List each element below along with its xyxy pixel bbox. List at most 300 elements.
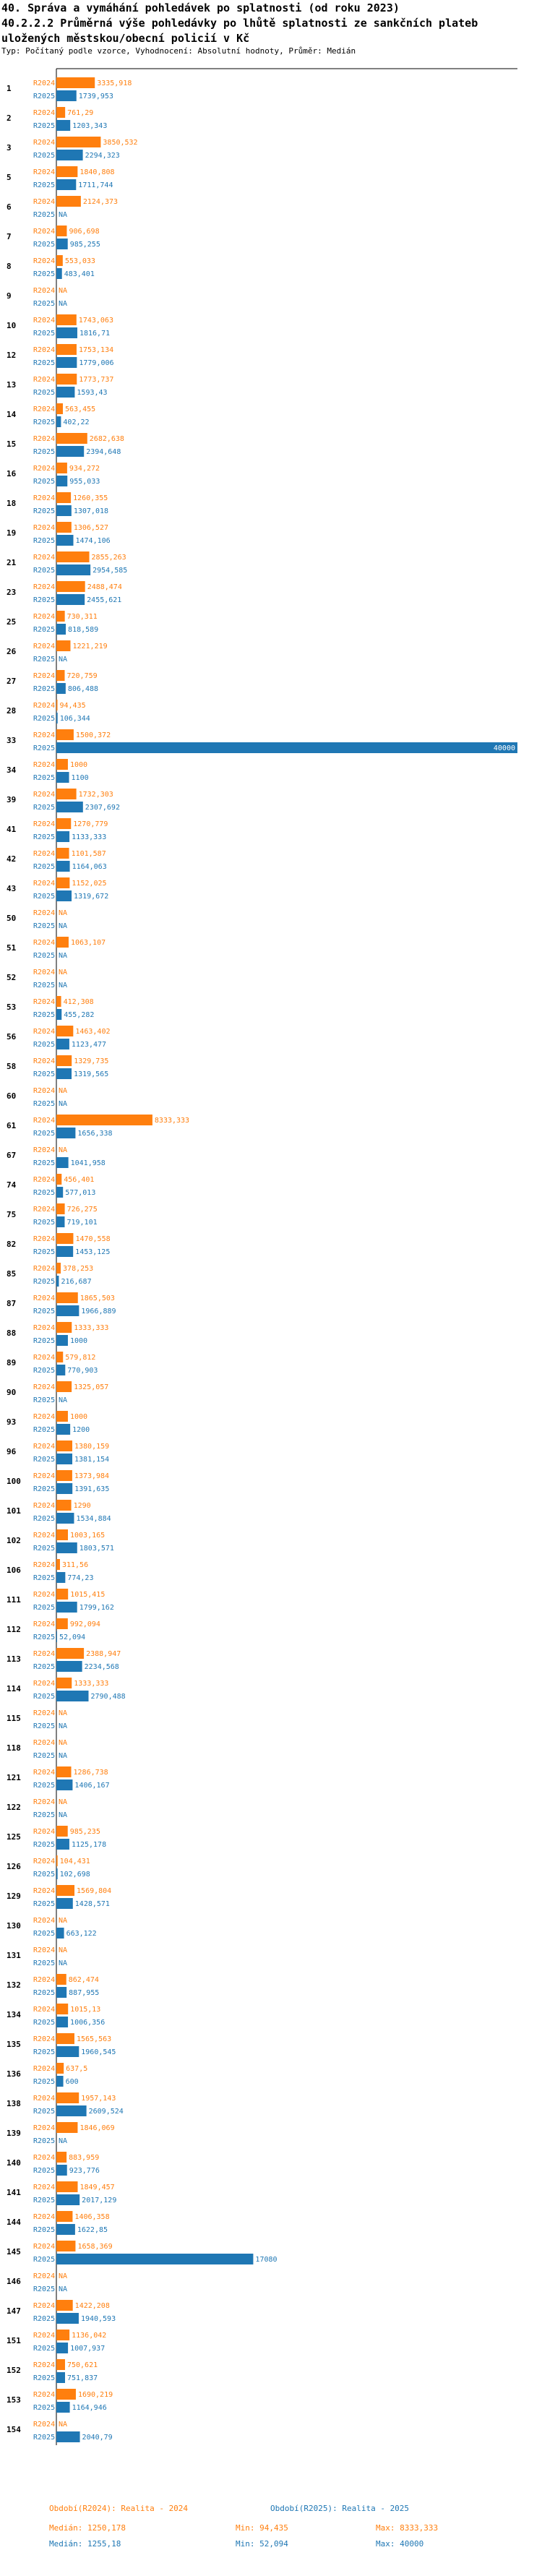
- bar-r2025-43: [56, 890, 72, 901]
- category-label-139: 139: [7, 2129, 21, 2138]
- series-label-r2024-34: R2024: [33, 761, 56, 769]
- value-label-r2025-21: 2954,585: [93, 567, 128, 575]
- category-label-115: 115: [7, 1714, 21, 1723]
- series-label-r2025-100: R2025: [33, 1485, 56, 1493]
- series-label-r2025-135: R2025: [33, 2048, 56, 2056]
- na-label-r2025-9: NA: [59, 300, 68, 308]
- value-label-r2024-132: 862,474: [68, 1976, 99, 1984]
- bar-r2025-135: [56, 2046, 79, 2057]
- value-label-r2025-153: 1164,946: [72, 2404, 107, 2412]
- category-label-153: 153: [7, 2395, 21, 2405]
- value-label-r2025-13: 1593,43: [77, 389, 108, 397]
- bar-r2024-87: [56, 1292, 78, 1303]
- na-label-r2024-131: NA: [59, 1946, 68, 1954]
- category-label-26: 26: [7, 647, 17, 656]
- value-label-r2025-93: 1200: [72, 1426, 90, 1434]
- bar-r2024-125: [56, 1826, 68, 1837]
- series-label-r2024-27: R2024: [33, 672, 56, 680]
- na-label-r2025-6: NA: [59, 211, 68, 219]
- bar-r2024-151: [56, 2330, 69, 2340]
- value-label-r2024-15: 2682,638: [89, 435, 124, 443]
- series-label-r2025-88: R2025: [33, 1337, 56, 1345]
- bar-r2025-13: [56, 387, 74, 398]
- series-label-r2025-118: R2025: [33, 1752, 56, 1760]
- bar-r2024-96: [56, 1441, 72, 1451]
- series-label-r2025-138: R2025: [33, 2108, 56, 2116]
- category-label-112: 112: [7, 1625, 21, 1634]
- series-label-r2024-75: R2024: [33, 1206, 56, 1214]
- series-label-r2024-132: R2024: [33, 1976, 56, 1984]
- bar-r2024-34: [56, 759, 68, 770]
- value-label-r2024-138: 1957,143: [81, 2095, 116, 2103]
- value-label-r2024-135: 1565,563: [76, 2035, 112, 2043]
- series-label-r2024-33: R2024: [33, 731, 56, 739]
- na-label-r2025-131: NA: [59, 1959, 68, 1967]
- category-label-122: 122: [7, 1803, 21, 1812]
- bar-r2024-7: [56, 226, 66, 236]
- bar-r2025-25: [56, 624, 66, 635]
- series-label-r2024-43: R2024: [33, 880, 56, 888]
- category-label-152: 152: [7, 2366, 21, 2375]
- value-label-r2025-27: 806,488: [67, 685, 99, 693]
- series-label-r2024-146: R2024: [33, 2272, 56, 2280]
- series-label-r2025-93: R2025: [33, 1426, 56, 1434]
- value-label-r2024-19: 1306,527: [73, 524, 109, 532]
- bar-r2024-111: [56, 1589, 68, 1600]
- series-label-r2025-50: R2025: [33, 922, 56, 930]
- bar-r2025-141: [56, 2194, 79, 2205]
- value-label-r2025-56: 1123,477: [71, 1041, 107, 1049]
- series-label-r2025-51: R2025: [33, 952, 56, 960]
- value-label-r2025-141: 2017,129: [82, 2197, 117, 2204]
- value-label-r2025-5: 1711,744: [78, 181, 113, 189]
- bar-r2024-112: [56, 1618, 68, 1629]
- series-label-r2024-82: R2024: [33, 1235, 56, 1243]
- bar-r2025-21: [56, 564, 90, 575]
- legend-r2024-label: Období(R2024): Realita - 2024: [49, 2504, 189, 2513]
- value-label-r2024-25: 730,311: [66, 613, 98, 621]
- bar-r2024-6: [56, 196, 81, 207]
- na-label-r2025-52: NA: [59, 982, 68, 989]
- series-label-r2024-50: R2024: [33, 909, 56, 917]
- series-label-r2025-136: R2025: [33, 2078, 56, 2086]
- bar-r2024-21: [56, 551, 90, 562]
- na-label-r2025-139: NA: [59, 2137, 68, 2145]
- bar-r2024-15: [56, 433, 87, 444]
- bar-r2025-134: [56, 2017, 68, 2027]
- value-label-r2024-8: 553,033: [64, 257, 95, 265]
- series-label-r2024-25: R2024: [33, 613, 56, 621]
- legend-r2024-median: Medián: 1250,178: [49, 2523, 126, 2533]
- bar-r2025-111: [56, 1602, 77, 1613]
- value-label-r2025-18: 1307,018: [73, 507, 109, 515]
- series-label-r2025-53: R2025: [33, 1011, 56, 1019]
- series-label-r2024-13: R2024: [33, 376, 56, 384]
- series-label-r2024-102: R2024: [33, 1532, 56, 1540]
- value-label-r2025-112: 52,094: [59, 1633, 86, 1641]
- value-label-r2025-87: 1966,889: [81, 1308, 116, 1315]
- series-label-r2025-28: R2025: [33, 715, 56, 723]
- value-label-r2025-15: 2394,648: [86, 448, 121, 456]
- series-label-r2025-85: R2025: [33, 1278, 56, 1286]
- value-label-r2024-27: 720,759: [66, 672, 98, 680]
- value-label-r2025-74: 577,013: [65, 1189, 96, 1197]
- na-label-r2025-122: NA: [59, 1811, 68, 1819]
- bar-r2025-3: [56, 150, 83, 160]
- series-label-r2025-131: R2025: [33, 1959, 56, 1967]
- series-label-r2024-42: R2024: [33, 850, 56, 858]
- series-label-r2024-28: R2024: [33, 702, 56, 710]
- na-label-r2025-60: NA: [59, 1100, 68, 1108]
- series-label-r2024-144: R2024: [33, 2213, 56, 2221]
- bar-r2024-126: [56, 1855, 58, 1866]
- series-label-r2024-153: R2024: [33, 2391, 56, 2399]
- bar-r2025-18: [56, 505, 72, 516]
- bar-r2024-85: [56, 1263, 61, 1274]
- series-label-r2024-126: R2024: [33, 1858, 56, 1866]
- bar-r2024-8: [56, 255, 63, 266]
- na-label-r2024-67: NA: [59, 1146, 68, 1154]
- bar-r2024-12: [56, 344, 77, 355]
- bar-r2025-126: [56, 1868, 58, 1879]
- category-label-100: 100: [7, 1477, 21, 1486]
- category-label-130: 130: [7, 1921, 21, 1931]
- value-label-r2025-144: 1622,85: [77, 2226, 108, 2234]
- series-label-r2025-60: R2025: [33, 1100, 56, 1108]
- series-label-r2024-41: R2024: [33, 820, 56, 828]
- value-label-r2024-28: 94,435: [59, 702, 86, 710]
- category-label-9: 9: [7, 291, 12, 301]
- series-label-r2024-129: R2024: [33, 1887, 56, 1895]
- bar-r2024-113: [56, 1648, 84, 1659]
- category-label-8: 8: [7, 262, 12, 271]
- bar-r2024-141: [56, 2181, 77, 2192]
- category-label-131: 131: [7, 1951, 21, 1960]
- value-label-r2024-41: 1270,779: [73, 820, 108, 828]
- value-label-r2024-113: 2388,947: [86, 1650, 121, 1658]
- value-label-r2024-12: 1753,134: [78, 346, 114, 354]
- value-label-r2025-42: 1164,063: [72, 863, 107, 871]
- category-label-51: 51: [7, 943, 17, 953]
- bar-r2025-34: [56, 772, 69, 783]
- series-label-r2024-23: R2024: [33, 583, 56, 591]
- legend-r2025-label: Období(R2025): Realita - 2025: [270, 2504, 410, 2513]
- series-label-r2024-51: R2024: [33, 939, 56, 947]
- bar-r2025-67: [56, 1157, 69, 1168]
- category-label-140: 140: [7, 2158, 21, 2168]
- bar-r2025-75: [56, 1216, 64, 1227]
- bar-r2024-13: [56, 374, 77, 385]
- series-label-r2024-113: R2024: [33, 1650, 56, 1658]
- bar-r2024-5: [56, 166, 77, 177]
- value-label-r2025-152: 751,837: [66, 2374, 98, 2382]
- category-label-147: 147: [7, 2306, 21, 2316]
- value-label-r2025-7: 985,255: [69, 241, 100, 249]
- bar-r2024-136: [56, 2063, 64, 2074]
- series-label-r2025-129: R2025: [33, 1900, 56, 1908]
- bar-r2024-102: [56, 1529, 68, 1540]
- series-label-r2024-141: R2024: [33, 2184, 56, 2191]
- series-label-r2025-21: R2025: [33, 567, 56, 575]
- series-label-r2024-136: R2024: [33, 2065, 56, 2073]
- na-label-r2024-60: NA: [59, 1087, 68, 1095]
- value-label-r2025-61: 1656,338: [77, 1130, 113, 1138]
- bar-r2024-100: [56, 1470, 72, 1481]
- value-label-r2025-82: 1453,125: [75, 1248, 111, 1256]
- category-label-141: 141: [7, 2188, 21, 2197]
- value-label-r2024-152: 750,621: [66, 2361, 98, 2369]
- series-label-r2025-18: R2025: [33, 507, 56, 515]
- value-label-r2024-34: 1000: [69, 761, 88, 769]
- bar-r2024-53: [56, 996, 61, 1007]
- bar-r2024-90: [56, 1381, 72, 1392]
- series-label-r2025-43: R2025: [33, 893, 56, 901]
- value-label-r2024-144: 1406,358: [74, 2213, 110, 2221]
- bar-r2025-5: [56, 179, 76, 190]
- bar-r2024-82: [56, 1233, 73, 1244]
- category-label-138: 138: [7, 2099, 21, 2108]
- bar-r2025-74: [56, 1187, 63, 1198]
- value-label-r2024-16: 934,272: [69, 465, 100, 473]
- bar-r2025-82: [56, 1246, 73, 1257]
- value-label-r2025-16: 955,033: [69, 478, 100, 486]
- category-label-52: 52: [7, 973, 17, 982]
- series-label-r2024-151: R2024: [33, 2332, 56, 2340]
- value-label-r2025-145: 17080: [255, 2256, 278, 2264]
- bar-r2025-10: [56, 327, 77, 338]
- category-label-60: 60: [7, 1091, 17, 1101]
- bar-r2025-1: [56, 90, 77, 101]
- series-label-r2025-147: R2025: [33, 2315, 56, 2323]
- bar-r2024-43: [56, 877, 69, 888]
- series-label-r2024-121: R2024: [33, 1769, 56, 1777]
- series-label-r2025-134: R2025: [33, 2019, 56, 2027]
- category-label-21: 21: [7, 558, 17, 567]
- value-label-r2025-102: 1803,571: [79, 1545, 114, 1553]
- series-label-r2024-8: R2024: [33, 257, 56, 265]
- series-label-r2025-144: R2025: [33, 2226, 56, 2234]
- value-label-r2024-75: 726,275: [66, 1206, 98, 1214]
- value-label-r2024-7: 906,698: [69, 228, 100, 236]
- value-label-r2024-51: 1063,107: [70, 939, 106, 947]
- series-label-r2024-67: R2024: [33, 1146, 56, 1154]
- series-label-r2025-52: R2025: [33, 982, 56, 989]
- series-label-r2024-52: R2024: [33, 969, 56, 976]
- value-label-r2025-3: 2294,323: [85, 152, 120, 160]
- legend-r2024-min: Min: 94,435: [236, 2523, 288, 2533]
- series-label-r2024-14: R2024: [33, 405, 56, 413]
- series-label-r2025-82: R2025: [33, 1248, 56, 1256]
- bar-r2024-42: [56, 848, 69, 859]
- value-label-r2024-125: 985,235: [69, 1828, 100, 1836]
- value-label-r2025-125: 1125,178: [71, 1841, 107, 1849]
- series-label-r2024-74: R2024: [33, 1176, 56, 1184]
- bar-r2025-39: [56, 802, 83, 812]
- bar-r2025-14: [56, 416, 61, 427]
- category-label-2: 2: [7, 113, 12, 123]
- na-label-r2024-52: NA: [59, 969, 68, 976]
- bar-r2025-132: [56, 1987, 66, 1998]
- value-label-r2024-21: 2855,263: [91, 554, 126, 562]
- series-label-r2025-140: R2025: [33, 2167, 56, 2175]
- bar-r2025-28: [56, 713, 58, 724]
- value-label-r2025-114: 2790,488: [90, 1693, 126, 1701]
- series-label-r2025-15: R2025: [33, 448, 56, 456]
- category-label-118: 118: [7, 1743, 21, 1753]
- category-label-135: 135: [7, 2040, 21, 2049]
- bar-r2024-101: [56, 1500, 72, 1511]
- series-label-r2025-130: R2025: [33, 1930, 56, 1938]
- bar-r2025-113: [56, 1661, 82, 1672]
- category-label-82: 82: [7, 1240, 17, 1249]
- bar-r2025-136: [56, 2076, 64, 2087]
- value-label-r2025-126: 102,698: [59, 1871, 90, 1879]
- bar-r2024-88: [56, 1322, 72, 1333]
- category-label-132: 132: [7, 1980, 21, 1990]
- category-label-43: 43: [7, 884, 17, 893]
- bar-r2025-114: [56, 1691, 89, 1701]
- bar-r2025-140: [56, 2165, 67, 2176]
- bar-r2025-101: [56, 1513, 74, 1524]
- category-label-114: 114: [7, 1684, 21, 1693]
- value-label-r2025-140: 923,776: [69, 2167, 100, 2175]
- bar-r2025-33: [56, 742, 517, 753]
- series-label-r2025-25: R2025: [33, 626, 56, 634]
- na-label-r2025-50: NA: [59, 922, 68, 930]
- category-label-113: 113: [7, 1654, 21, 1664]
- category-label-101: 101: [7, 1506, 21, 1516]
- bar-r2025-41: [56, 831, 69, 842]
- category-label-7: 7: [7, 232, 12, 241]
- category-label-42: 42: [7, 854, 17, 864]
- category-label-145: 145: [7, 2247, 21, 2257]
- category-label-16: 16: [7, 469, 17, 478]
- category-label-39: 39: [7, 795, 17, 804]
- bar-r2024-28: [56, 700, 58, 710]
- series-label-r2025-9: R2025: [33, 300, 56, 308]
- series-label-r2025-106: R2025: [33, 1574, 56, 1582]
- value-label-r2025-135: 1960,545: [81, 2048, 116, 2056]
- value-label-r2024-39: 1732,303: [78, 791, 113, 799]
- series-label-r2025-74: R2025: [33, 1189, 56, 1197]
- series-label-r2025-75: R2025: [33, 1219, 56, 1227]
- series-label-r2024-6: R2024: [33, 198, 56, 206]
- bar-r2024-135: [56, 2033, 74, 2044]
- series-label-r2024-101: R2024: [33, 1502, 56, 1510]
- value-label-r2024-2: 761,29: [67, 109, 94, 117]
- bar-r2024-2: [56, 107, 65, 118]
- value-label-r2025-12: 1779,006: [79, 359, 114, 367]
- category-label-74: 74: [7, 1180, 17, 1190]
- series-label-r2025-114: R2025: [33, 1693, 56, 1701]
- series-label-r2024-100: R2024: [33, 1472, 56, 1480]
- value-label-r2025-113: 2234,568: [84, 1663, 119, 1671]
- bar-r2025-42: [56, 861, 70, 872]
- value-label-r2024-126: 104,431: [59, 1858, 90, 1866]
- value-label-r2025-41: 1133,333: [72, 833, 107, 841]
- series-label-r2025-115: R2025: [33, 1722, 56, 1730]
- series-label-r2025-39: R2025: [33, 804, 56, 812]
- category-label-15: 15: [7, 439, 17, 449]
- series-label-r2024-85: R2024: [33, 1265, 56, 1273]
- series-label-r2024-154: R2024: [33, 2421, 56, 2429]
- value-label-r2025-89: 770,903: [67, 1367, 98, 1375]
- series-label-r2025-61: R2025: [33, 1130, 56, 1138]
- bar-r2025-125: [56, 1839, 69, 1850]
- value-label-r2024-136: 637,5: [66, 2065, 88, 2073]
- na-label-r2025-146: NA: [59, 2285, 68, 2293]
- value-label-r2024-13: 1773,737: [79, 376, 114, 384]
- series-label-r2024-53: R2024: [33, 998, 56, 1006]
- na-label-r2024-154: NA: [59, 2421, 68, 2429]
- bar-r2024-56: [56, 1026, 73, 1036]
- bar-r2025-152: [56, 2372, 65, 2383]
- value-label-r2024-102: 1003,165: [70, 1532, 106, 1540]
- na-label-r2025-90: NA: [59, 1396, 68, 1404]
- series-label-r2024-106: R2024: [33, 1561, 56, 1569]
- bar-r2024-3: [56, 137, 100, 147]
- na-label-r2025-26: NA: [59, 656, 68, 664]
- series-label-r2024-2: R2024: [33, 109, 56, 117]
- na-label-r2025-51: NA: [59, 952, 68, 960]
- series-label-r2024-139: R2024: [33, 2124, 56, 2132]
- value-label-r2025-19: 1474,106: [75, 537, 111, 545]
- value-label-r2025-39: 2307,692: [85, 804, 120, 812]
- value-label-r2024-101: 1290: [73, 1502, 91, 1510]
- bar-r2025-151: [56, 2343, 68, 2353]
- value-label-r2024-112: 992,094: [69, 1620, 100, 1628]
- series-label-r2025-12: R2025: [33, 359, 56, 367]
- category-label-5: 5: [7, 173, 12, 182]
- series-label-r2024-5: R2024: [33, 168, 56, 176]
- value-label-r2025-134: 1006,356: [70, 2019, 106, 2027]
- series-label-r2025-126: R2025: [33, 1871, 56, 1879]
- series-label-r2024-93: R2024: [33, 1413, 56, 1421]
- na-label-r2024-50: NA: [59, 909, 68, 917]
- value-label-r2024-58: 1329,735: [74, 1057, 109, 1065]
- value-label-r2024-87: 1865,503: [79, 1295, 115, 1302]
- series-label-r2024-114: R2024: [33, 1680, 56, 1688]
- value-label-r2024-6: 2124,373: [82, 198, 119, 206]
- series-label-r2024-56: R2024: [33, 1028, 56, 1036]
- bar-r2024-145: [56, 2241, 75, 2251]
- category-label-134: 134: [7, 2010, 21, 2019]
- value-label-r2025-10: 1816,71: [79, 330, 111, 338]
- bar-r2024-153: [56, 2389, 76, 2400]
- value-label-r2025-100: 1391,635: [74, 1485, 110, 1493]
- value-label-r2024-3: 3850,532: [103, 139, 138, 147]
- bar-r2024-132: [56, 1974, 66, 1985]
- series-label-r2024-112: R2024: [33, 1620, 56, 1628]
- value-label-r2024-106: 311,56: [61, 1561, 89, 1569]
- series-label-r2024-58: R2024: [33, 1057, 56, 1065]
- value-label-r2025-96: 1381,154: [74, 1456, 110, 1464]
- bar-r2024-61: [56, 1115, 152, 1125]
- series-label-r2024-1: R2024: [33, 80, 56, 87]
- series-label-r2025-2: R2025: [33, 122, 56, 130]
- value-label-r2024-85: 378,253: [63, 1265, 94, 1273]
- category-label-28: 28: [7, 706, 17, 716]
- series-label-r2024-3: R2024: [33, 139, 56, 147]
- value-label-r2024-121: 1286,738: [73, 1769, 108, 1777]
- value-label-r2024-96: 1380,159: [74, 1443, 110, 1451]
- series-label-r2024-19: R2024: [33, 524, 56, 532]
- value-label-r2024-88: 1333,333: [74, 1324, 109, 1332]
- value-label-r2025-2: 1203,343: [72, 122, 108, 130]
- series-label-r2025-67: R2025: [33, 1159, 56, 1167]
- category-label-126: 126: [7, 1862, 21, 1871]
- value-label-r2024-100: 1373,984: [74, 1472, 110, 1480]
